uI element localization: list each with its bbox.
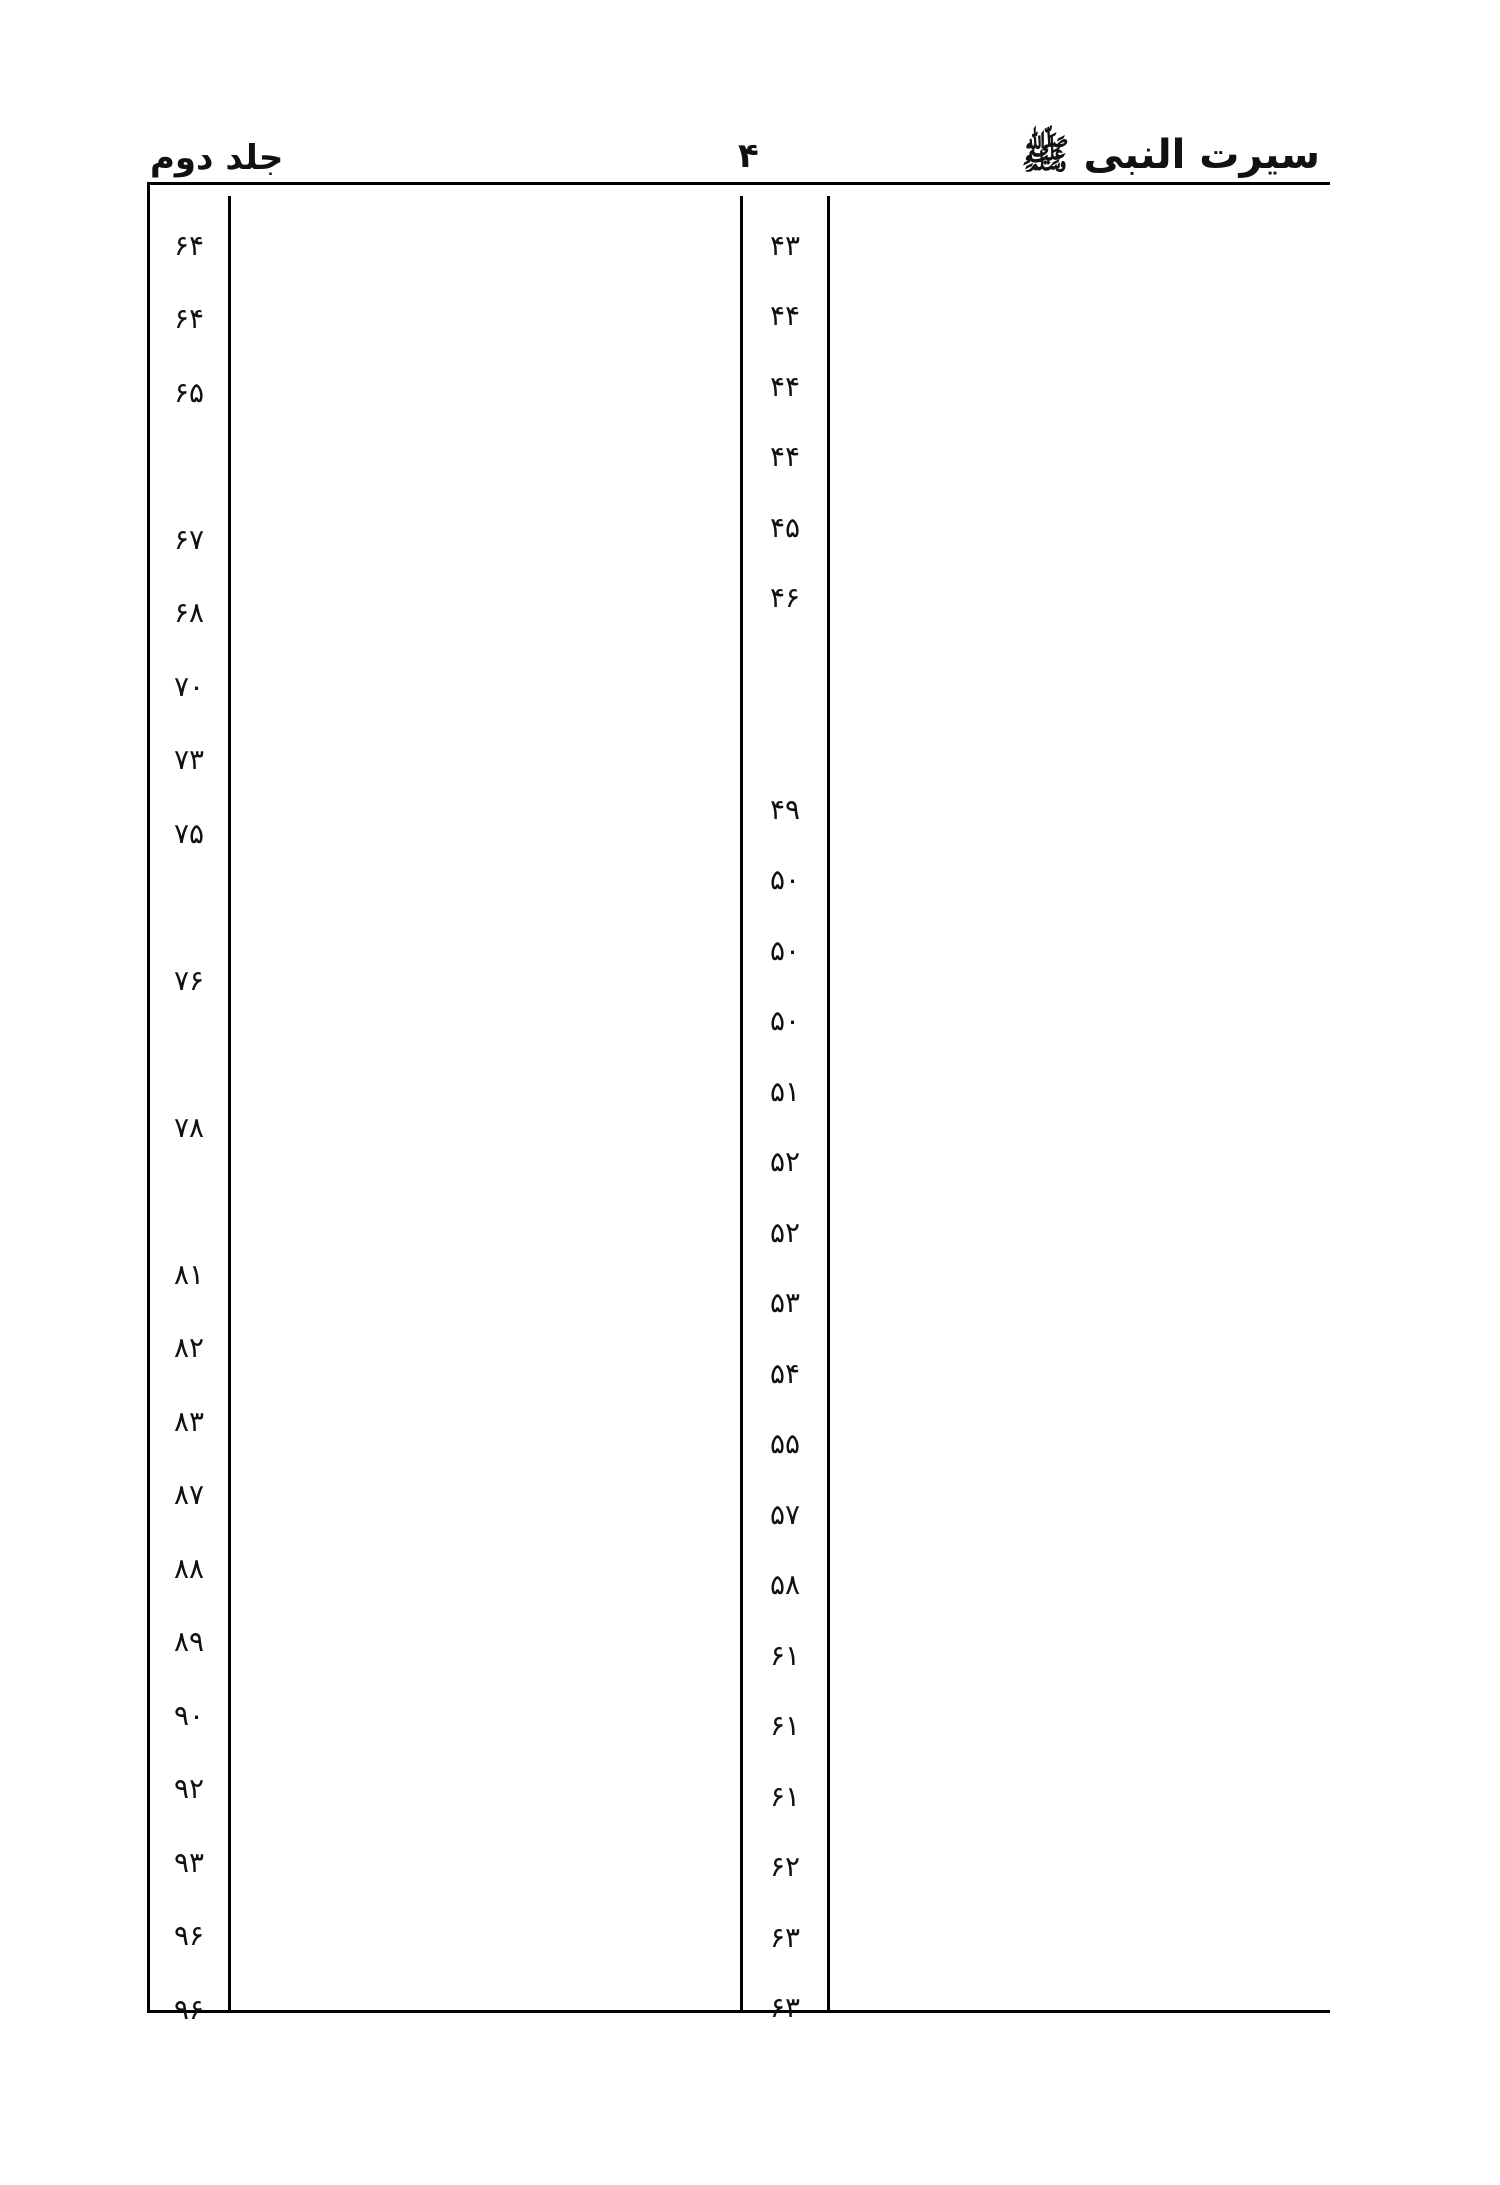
toc-entry-page: ۶۱ (769, 1779, 801, 1813)
toc-entry-page (155, 1024, 223, 1084)
toc-entry-page: ۶۲ (769, 1850, 801, 1883)
toc-entry-page: ۵۵ (769, 1427, 801, 1460)
toc-entry-page: ۹۰ (173, 1698, 205, 1732)
toc-entry-page: ۶۱ (769, 1709, 801, 1742)
toc-entry-page: ۴۴ (769, 299, 801, 332)
toc-entry-page (155, 1171, 223, 1231)
header-rule (147, 182, 1330, 185)
toc-entry-page (155, 877, 223, 937)
toc-entry-page: ۷۸ (173, 1110, 205, 1144)
toc-entry-page: ۵۸ (769, 1568, 801, 1601)
toc-entry-page: ۵۰ (769, 933, 801, 967)
toc-entry-page: ۹۶ (173, 1919, 205, 1952)
toc-entry-page: ۴۳ (769, 228, 801, 262)
toc-entry-page: ۸۳ (173, 1404, 205, 1438)
toc-entry-page: ۵۲ (769, 1215, 801, 1249)
toc-entry-page: ۶۳ (769, 1991, 801, 2024)
toc-entry-page: ۶۴ (173, 302, 205, 335)
footer-rule (147, 2010, 1330, 2013)
toc-entry-page: ۹۳ (173, 1845, 205, 1879)
toc-entry-page: ۵۴ (769, 1356, 801, 1390)
toc-entry-page: ۴۵ (769, 510, 801, 544)
toc-entry-page: ۵۲ (769, 1145, 801, 1178)
toc-entry-page: ۸۲ (173, 1331, 205, 1364)
toc-entry-page: ۴۴ (769, 369, 801, 403)
toc-entry-page: ۵۱ (769, 1074, 801, 1108)
volume-label: جلد دوم (150, 138, 284, 178)
toc-entry-page: ۵۳ (769, 1286, 801, 1319)
left-border (147, 182, 150, 2012)
page-number: ۴ (738, 136, 759, 176)
toc-entry-page: ۶۳ (769, 1920, 801, 1954)
toc-entry-page: ۸۹ (173, 1625, 205, 1658)
right-page-column-divider (827, 196, 830, 2011)
book-title: سیرت النبی ﷺ (1021, 132, 1320, 178)
toc-entry-page (750, 638, 820, 698)
toc-entry-page: ۶۷ (173, 522, 205, 556)
toc-entry-page: ۶۱ (769, 1638, 801, 1672)
toc-entry-page: ۸۱ (173, 1257, 205, 1291)
toc-entry-page: ۴۶ (769, 581, 801, 614)
toc-entry-page: ۶۸ (173, 596, 205, 629)
toc-entry-page (750, 709, 820, 769)
toc-entry-page: ۶۴ (173, 228, 205, 262)
toc-entry-page: ۹۶ (173, 1992, 205, 2026)
toc-entry-page: ۷۶ (173, 963, 205, 997)
toc-entry-page: ۹۲ (173, 1772, 205, 1805)
toc-entry-page: ۵۰ (769, 1004, 801, 1037)
toc-entry-page: ۴۴ (769, 440, 801, 473)
toc-entry-page: ۷۰ (173, 669, 205, 703)
left-page-column-divider (228, 196, 231, 2011)
toc-entry-page: ۶۵ (173, 375, 205, 409)
toc-entry-page: ۵۰ (769, 863, 801, 896)
toc-entry-page: ۸۸ (173, 1551, 205, 1585)
toc-entry-page: ۷۵ (173, 816, 205, 850)
toc-entry-page (155, 436, 223, 496)
toc-entry-page: ۵۷ (769, 1497, 801, 1531)
toc-entry-page: ۷۳ (173, 743, 205, 776)
toc-entry-page: ۸۷ (173, 1478, 205, 1511)
toc-entry-page: ۴۹ (769, 792, 801, 826)
center-divider (740, 196, 743, 2011)
